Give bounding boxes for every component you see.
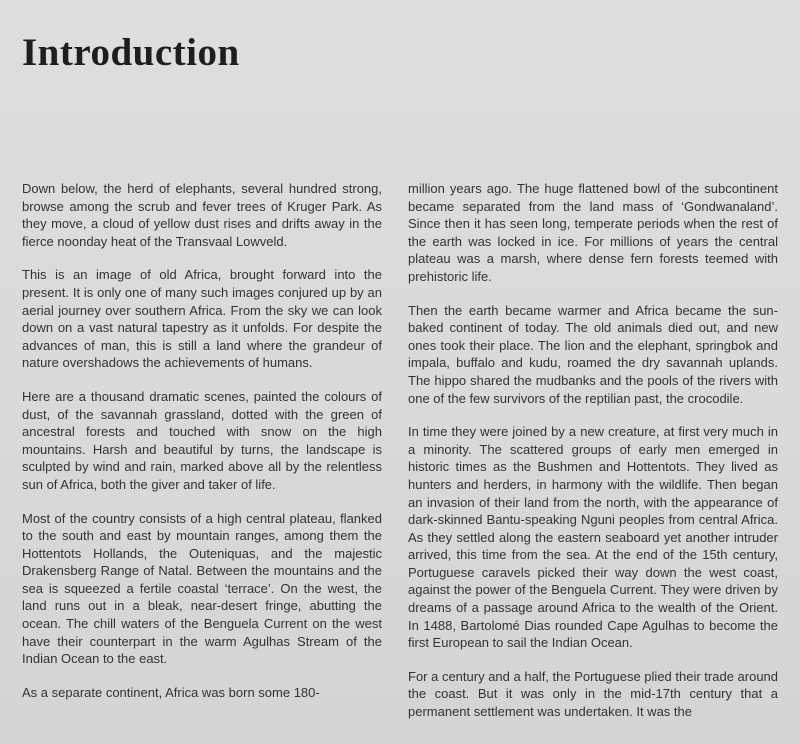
paragraph: As a separate continent, Africa was born some 180- [22, 684, 320, 700]
paragraph: million years ago. The huge flattened bowl of the subcontinent became separated from the land mass of ‘Gondwanaland’. Since then it has seen long, temperate periods when the rest of the earth was locked in ice. For millions of years the central plateau was a marsh, where dense fern forests teemed with prehistoric life. [408, 181, 778, 284]
paragraph: For a century and a half, the Portuguese plied their trade around the coast. But it was only in the mid-17th century that a permanent settlement was undertaken. It was the [408, 668, 779, 720]
page-title: Introduction [22, 31, 240, 74]
paragraph: Here are a thousand dramatic scenes, painted the colours of dust, of the savannah grassland, dotted with the green of ancestral forests and touched with snow on the high mountains. Harsh and beautiful by turns, the landscape is sculpted by wind and rain, marked above all by the relentless sun of Africa, both the giver and taker of life. [22, 388, 382, 492]
left-column [22, 180, 382, 701]
paragraph: Then the earth became warmer and Africa became the sun-baked continent of today. The old animals died out, and new ones took their place. The lion and the elephant, springbok and impala, buffalo and kudu, roamed the dry savannah uplands. The hippo shared the mudbanks and the pools of the rivers with one of the few survivors of the reptilian past, the crocodile. [408, 302, 778, 406]
right-column [408, 180, 778, 721]
paragraph: In time they were joined by a new creature, at first very much in a minority. The scattered groups of early men emerged in historic times as the Bushmen and Hottentots. They lived as hunters and herders, in harmony with the wildlife. Then began an invasion of their land from the north, with the appearance of dark-skinned Bantu-speaking Nguni peoples from central Africa. As they settled along the eastern seaboard yet another intruder arrived, this time from the sea. At the end of the 15th century, Portuguese caravels picked their way down the west coast, against the power of the Benguela Current. They were driven by dreams of a passage around Africa to the wealth of the Orient. In 1488, Bartolomé Dias rounded Cape Agulhas to become the first European to sail the Indian Ocean. [408, 424, 778, 651]
paragraph: This is an image of old Africa, brought forward into the present. It is only one of many such images conjured up by an aerial journey over southern Africa. From the sky we can look down on a vast natural tapestry as it unfolds. For despite the advances of man, this is still a land where the grandeur of nature overshadows the achievements of humans. [22, 267, 382, 371]
paragraph: Most of the country consists of a high central plateau, flanked to the south and east by mountain ranges, among them the Hottentots Hollands, the Outeniquas, and the majestic Drakensberg Range of Natal. Between the mountains and the sea is squeezed a fertile coastal ‘terrace’. On the west, the land runs out in a bleak, near-desert fringe, abutting the ocean. The chill waters of the Benguela Current on the west have their counterpart in the warm Agulhas Stream of the Indian Ocean to the east. [22, 510, 382, 667]
paragraph: Down below, the herd of elephants, several hundred strong, browse among the scrub and fever trees of Kruger Park. As they move, a cloud of yellow dust rises and drifts away in the fierce noonday heat of the Transvaal Lowveld. [22, 181, 382, 249]
